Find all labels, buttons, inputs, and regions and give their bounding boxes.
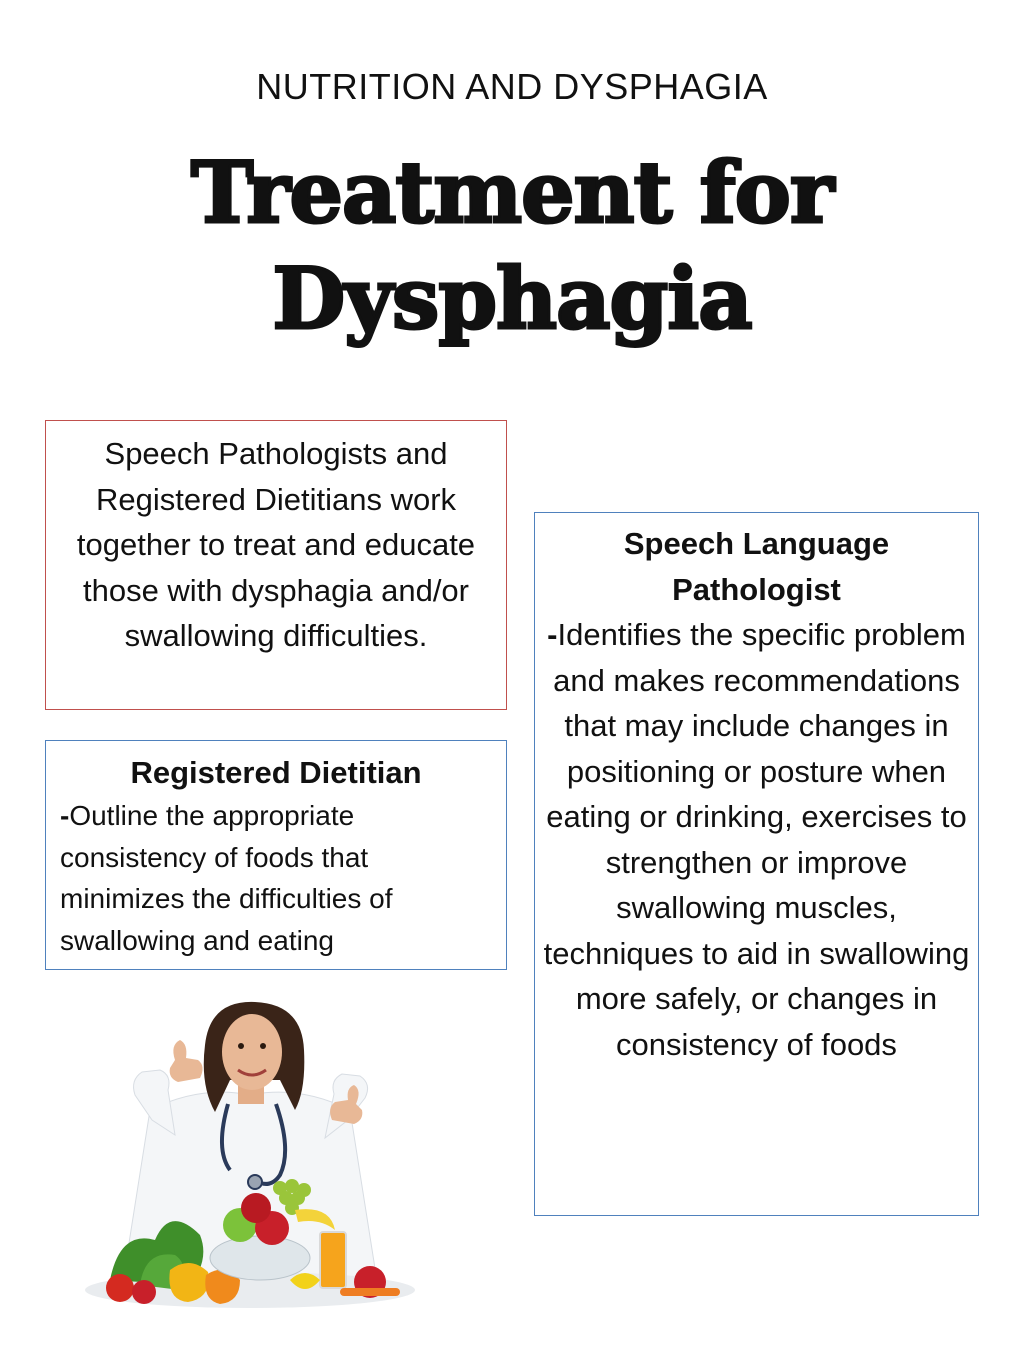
left-thumbs-up-hand [170, 1040, 203, 1082]
title-line-2: Dysphagia [272, 249, 752, 348]
registered-dietitian-text [60, 795, 492, 961]
dietitian-with-fruits-and-vegetables-photo [80, 1000, 420, 1310]
tomato-2 [132, 1280, 156, 1304]
intro-text: Speech Pathologists and Registered Dietitians work together to treat and educate those with dysphagia and/or swallowing difficulties. [76, 436, 476, 653]
page-title [0, 140, 1024, 352]
dash-marker: - [60, 800, 70, 831]
speech-language-pathologist-box [534, 512, 979, 1216]
subtitle: NUTRITION AND DYSPHAGIA [256, 66, 768, 107]
registered-dietitian-box [45, 740, 507, 970]
speech-language-pathologist-heading: Speech Language Pathologist [623, 526, 890, 607]
speech-language-pathologist-description: Identifies the specific problem and makes recommendations that may include changes in positioning or posture when eating or drinking, exercises to strengthen or improve swallowing muscles, techniques to aid in swallowing more safely, or changes in consistency of foods [543, 617, 970, 1062]
left-eye [238, 1043, 244, 1049]
fruit-bowl [210, 1236, 310, 1280]
speech-language-pathologist-text [541, 612, 972, 1067]
tomato-1 [106, 1274, 134, 1302]
registered-dietitian-heading: Registered Dietitian [130, 755, 422, 790]
stethoscope-head [248, 1175, 262, 1189]
juice-glass [320, 1232, 346, 1288]
intro-text-box [45, 420, 507, 710]
red-apple-2 [241, 1193, 271, 1223]
face [222, 1014, 282, 1090]
registered-dietitian-description: Outline the appropriate consistency of foods that minimizes the difficulties of swallowing and eating [60, 800, 393, 956]
dash-marker: - [547, 617, 558, 652]
right-eye [260, 1043, 266, 1049]
title-line-1: Treatment for [190, 143, 834, 242]
carrot [340, 1288, 400, 1296]
